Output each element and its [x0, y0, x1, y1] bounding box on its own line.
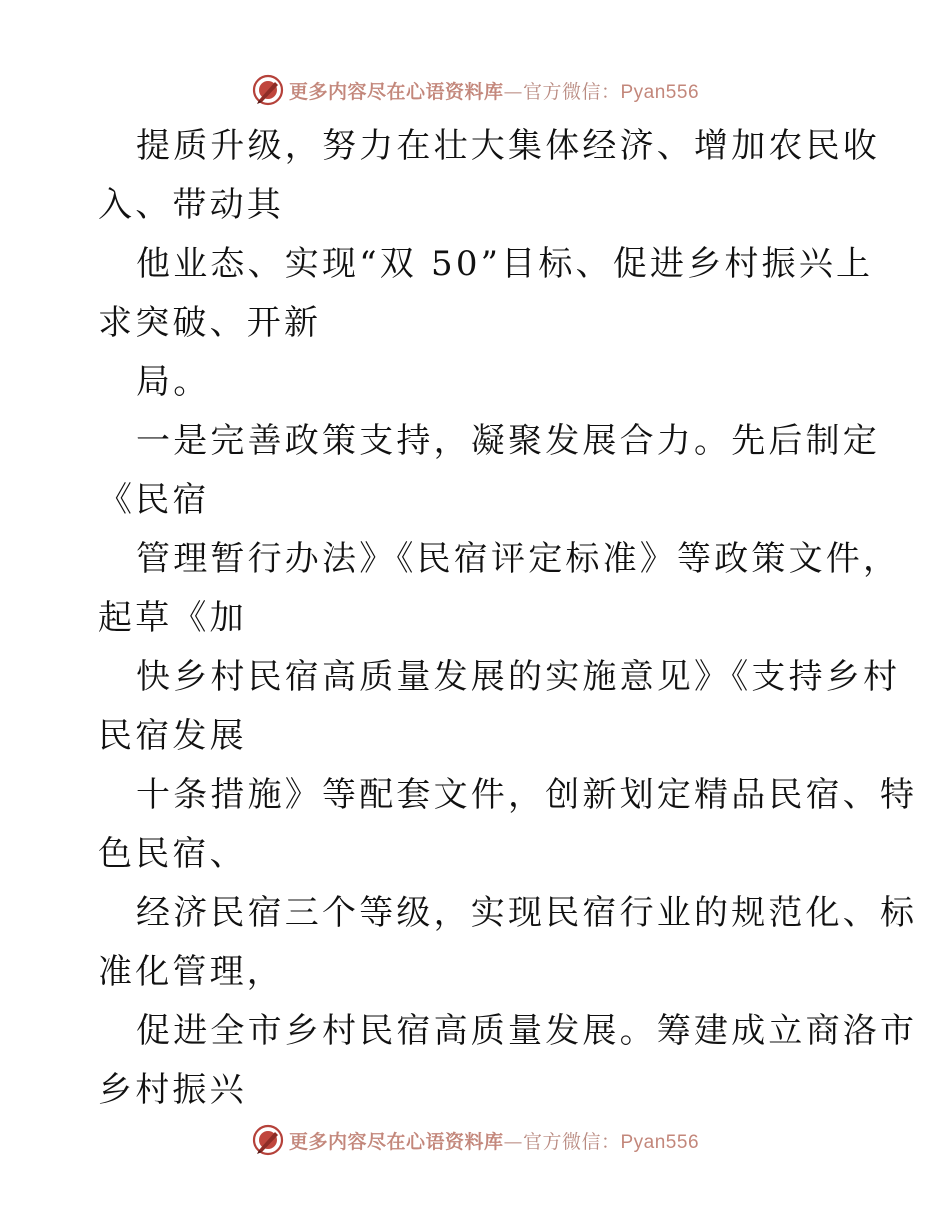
text-line: 准化管理， [98, 952, 284, 992]
watermark-separator: — [503, 80, 523, 103]
watermark-wechat-id: Pyan556 [620, 1131, 700, 1153]
text-line: 他业态、实现“双 50”目标、促进乡村振兴上 [136, 244, 874, 284]
pen-logo-icon [251, 1123, 285, 1157]
text-line: 经济民宿三个等级，实现民宿行业的规范化、标 [136, 893, 918, 933]
watermark-main: 更多内容尽在心语资料库 [288, 1130, 504, 1153]
text-line: 入、带动其 [98, 185, 284, 225]
text-line: 色民宿、 [98, 834, 247, 874]
watermark-main: 更多内容尽在心语资料库 [288, 80, 504, 103]
text-line: 民宿发展 [98, 716, 247, 756]
watermark-text [289, 1127, 699, 1154]
text-line: 管理暂行办法》《民宿评定标准》等政策文件， [136, 539, 901, 579]
text-line: 促进全市乡村民宿高质量发展。筹建成立商洛市 [136, 1011, 918, 1051]
document-body [98, 117, 918, 1120]
text-line: 《民宿 [98, 480, 210, 520]
text-line: 一是完善政策支持，凝聚发展合力。先后制定 [136, 421, 880, 461]
watermark-separator: — [503, 1130, 523, 1153]
watermark-text [289, 77, 699, 104]
watermark-sub: 官方微信： [522, 80, 621, 103]
text-line: 提质升级，努力在壮大集体经济、增加农民收 [136, 126, 880, 166]
watermark-wechat-id: Pyan556 [620, 81, 700, 103]
text-line: 起草《加 [98, 598, 247, 638]
footer-watermark [0, 1118, 950, 1162]
text-line: 快乡村民宿高质量发展的实施意见》《支持乡村 [136, 657, 901, 697]
text-line: 局。 [136, 362, 211, 402]
pen-logo-icon [251, 73, 285, 107]
header-watermark [0, 68, 950, 112]
text-line: 十条措施》等配套文件，创新划定精品民宿、特 [136, 775, 918, 815]
watermark-sub: 官方微信： [522, 1130, 621, 1153]
text-line: 乡村振兴 [98, 1070, 247, 1110]
text-line: 求突破、开新 [98, 303, 322, 343]
